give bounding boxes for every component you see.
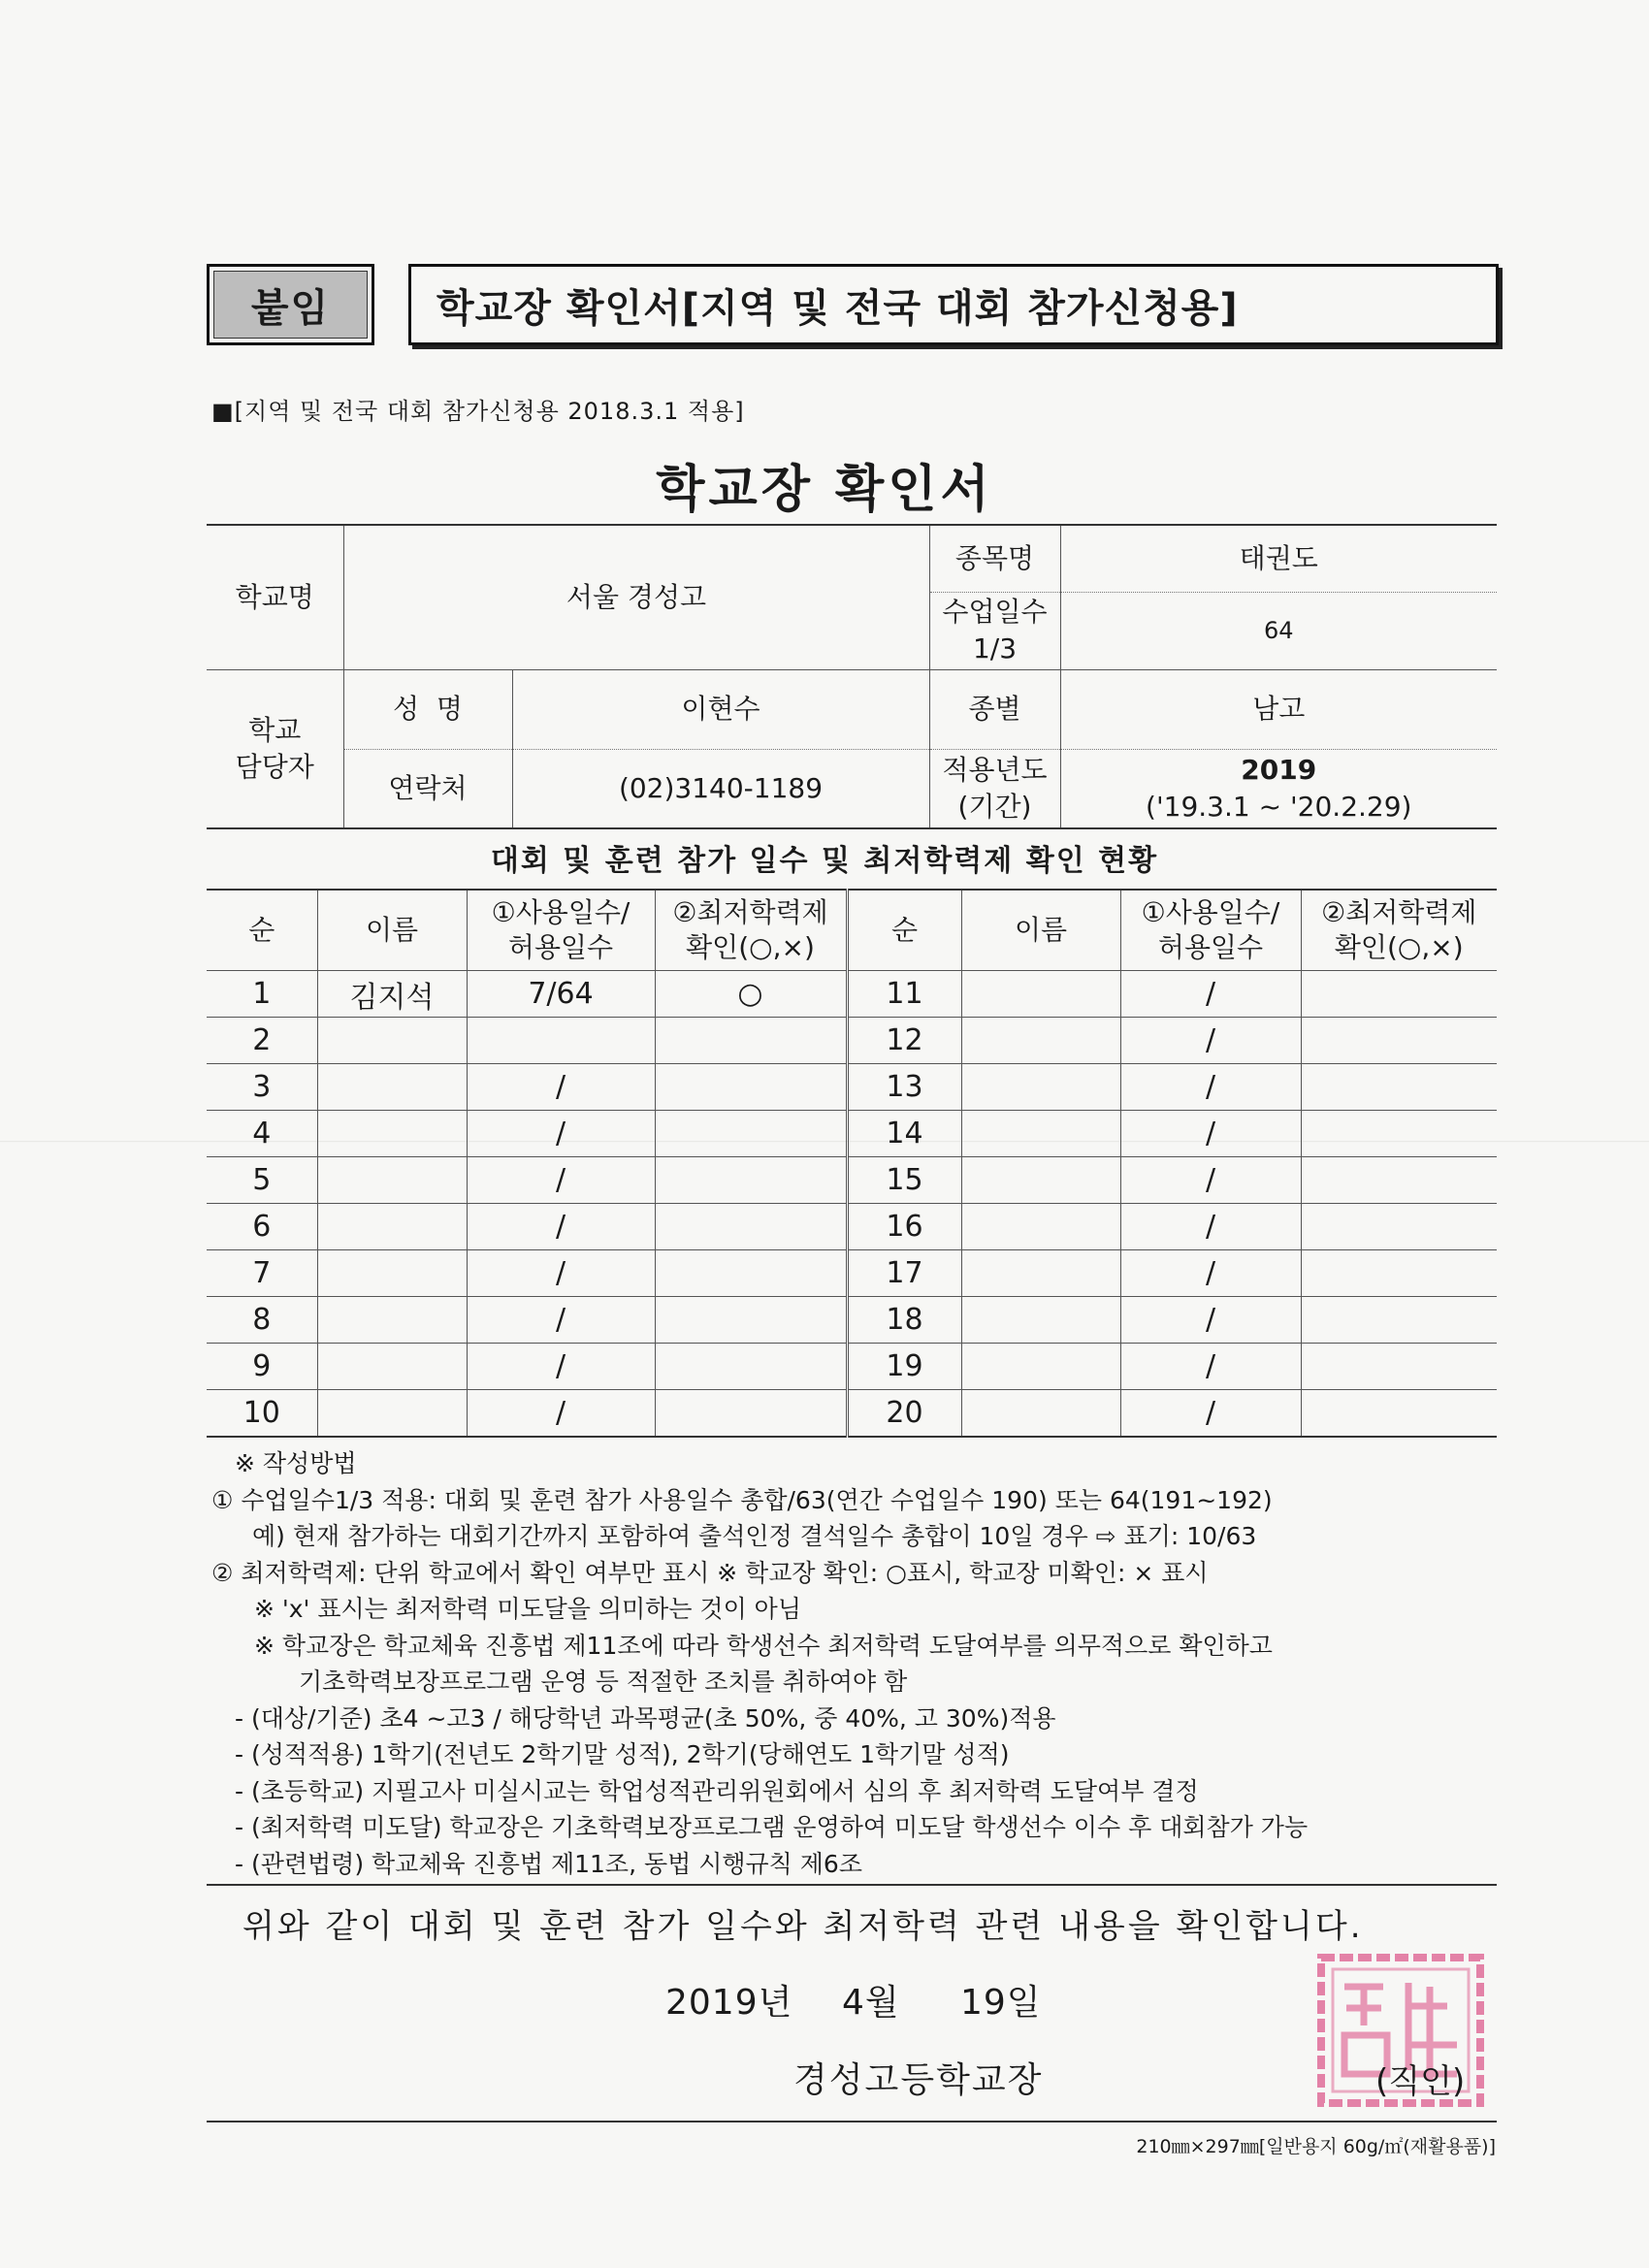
school-name-label: 학교명 [207,525,343,669]
paper-spec: 210㎜×297㎜[일반용지 60g/㎡(재활용품)] [1136,2136,1496,2157]
academic-check [1301,1157,1497,1204]
used-days: 7/64 [467,971,655,1018]
used-days: / [1120,1250,1301,1297]
section-title: 대회 및 훈련 참가 일수 및 최저학력제 확인 현황 [490,844,1159,878]
athlete-name [317,1390,467,1438]
used-days: / [1120,1204,1301,1250]
confirmation-statement: 위와 같이 대회 및 훈련 참가 일수와 최저학력 관련 내용을 확인합니다. [242,1907,1364,1946]
athlete-name [961,971,1120,1018]
date-month: 4월 [842,1983,900,2023]
row-number: 2 [207,1018,317,1064]
academic-check [655,1344,847,1390]
type-value: 남고 [1060,669,1497,749]
instructions-heading: ※ 작성방법 [235,1449,357,1477]
used-days: / [467,1064,655,1111]
academic-check [655,1157,847,1204]
academic-check [1301,1111,1497,1157]
separator [207,1884,1497,1886]
note-detail-law: - (관련법령) 학교체육 진흥법 제11조, 동법 시행규칙 제6조 [235,1849,862,1878]
used-days: / [1120,1344,1301,1390]
note-detail-target: - (대상/기준) 초4 ~고3 / 해당학년 과목평균(초 50%, 중 40%, 고 30%)적용 [235,1703,1056,1733]
note-min-academic-x: ※ 'x' 표시는 최저학력 미도달을 의미하는 것이 아님 [254,1595,801,1623]
used-days [467,1018,655,1064]
used-days: / [1120,971,1301,1018]
row-number: 12 [847,1018,961,1064]
athlete-name [961,1064,1120,1111]
athlete-name [317,1297,467,1344]
date-year: 2019년 [665,1983,793,2023]
used-days: / [1120,1157,1301,1204]
table-header-row [207,890,1497,971]
note-detail-grades: - (성적적용) 1학기(전년도 2학기말 성적), 2학기(당해연도 1학기말 성적) [235,1740,1010,1768]
row-number: 11 [847,971,961,1018]
class-days-label: 수업일수 1/3 [929,592,1060,669]
athlete-name [317,1250,467,1297]
academic-check [655,1204,847,1250]
note-detail-unmet: - (최저학력 미도달) 학교장은 기초학력보장프로그램 운영하여 미도달 학생선수 이수 후 대회참가 가능 [235,1813,1309,1841]
row-number: 18 [847,1297,961,1344]
row-number: 10 [207,1390,317,1438]
row-number: 15 [847,1157,961,1204]
athlete-name [961,1157,1120,1204]
table-row [207,971,1497,1018]
row-number: 14 [847,1111,961,1157]
header-name: 이름 [961,890,1120,971]
athlete-name [317,1157,467,1204]
row-number: 8 [207,1297,317,1344]
document-title: 학교장 확인서 [656,461,993,519]
note-detail-elementary: - (초등학교) 지필고사 미실시교는 학업성적관리위원회에서 심의 후 최저학력 도달여부 결정 [235,1776,1199,1805]
table-row [207,1064,1497,1111]
academic-check [1301,1204,1497,1250]
table-row [207,1297,1497,1344]
phone-label: 연락처 [343,749,512,828]
used-days: / [467,1157,655,1204]
academic-check [655,1111,847,1157]
name-label: 성 명 [343,669,512,749]
academic-check: ○ [655,971,847,1018]
athlete-name [961,1204,1120,1250]
used-days: / [467,1111,655,1157]
class-days-value: 64 [1060,592,1497,669]
academic-check [1301,1344,1497,1390]
school-name-value: 서울 경성고 [343,525,929,669]
applicability-note: ■[지역 및 전국 대회 참가신청용 2018.3.1 적용] [211,398,745,425]
athlete-name [961,1111,1120,1157]
row-number: 17 [847,1250,961,1297]
table-row [207,1250,1497,1297]
participation-table [207,889,1497,1438]
header-check: ②최저학력제 확인(○,×) [655,890,847,971]
row-number: 1 [207,971,317,1018]
academic-check [1301,971,1497,1018]
document-header-title: 학교장 확인서[지역 및 전국 대회 참가신청용] [408,264,1499,345]
academic-check [655,1250,847,1297]
row-number: 20 [847,1390,961,1438]
athlete-name [317,1344,467,1390]
academic-check [1301,1018,1497,1064]
note-min-academic-duty: ※ 학교장은 학교체육 진흥법 제11조에 따라 학생선수 최저학력 도달여부를 의무적으로 확인하고 [254,1631,1273,1660]
academic-check [655,1018,847,1064]
academic-check [1301,1250,1497,1297]
used-days: / [467,1250,655,1297]
attachment-tag: 붙임 [207,264,374,345]
used-days: / [1120,1390,1301,1438]
academic-check [655,1064,847,1111]
type-label: 종별 [929,669,1060,749]
athlete-name [317,1064,467,1111]
academic-check [1301,1297,1497,1344]
header-days: ①사용일수/ 허용일수 [1120,890,1301,971]
note-min-academic-duty-cont: 기초학력보장프로그램 운영 등 적절한 조치를 취하여야 함 [299,1668,908,1696]
row-number: 7 [207,1250,317,1297]
row-number: 13 [847,1064,961,1111]
used-days: / [1120,1018,1301,1064]
header-name: 이름 [317,890,467,971]
event-value: 태권도 [1060,525,1497,592]
header-no: 순 [847,890,961,971]
athlete-name [961,1344,1120,1390]
athlete-name [961,1297,1120,1344]
academic-check [1301,1390,1497,1438]
used-days: / [1120,1111,1301,1157]
athlete-name [317,1204,467,1250]
row-number: 4 [207,1111,317,1157]
athlete-name [961,1390,1120,1438]
row-number: 9 [207,1344,317,1390]
used-days: / [467,1344,655,1390]
table-row [207,1111,1497,1157]
year-value: 2019 ('19.3.1 ~ '20.2.29) [1060,749,1497,828]
bottom-separator [207,2121,1497,2122]
table-row [207,1204,1497,1250]
row-number: 16 [847,1204,961,1250]
seal-label: (직인) [1375,2062,1466,2101]
note-class-days: ① 수업일수1/3 적용: 대회 및 훈련 참가 사용일수 총합/63(연간 수업일수 190) 또는 64(191~192) [211,1485,1273,1514]
academic-check [1301,1064,1497,1111]
athlete-name [317,1111,467,1157]
note-class-days-example: 예) 현재 참가하는 대회기간까지 포함하여 출석인정 결석일수 총합이 10일 경우 ⇨ 표기: 10/63 [252,1522,1257,1550]
used-days: / [1120,1297,1301,1344]
row-number: 6 [207,1204,317,1250]
date-day: 19일 [960,1983,1042,2023]
athlete-name: 김지석 [317,971,467,1018]
athlete-name [317,1018,467,1064]
row-number: 5 [207,1157,317,1204]
used-days: / [467,1390,655,1438]
row-number: 19 [847,1344,961,1390]
note-min-academic: ② 최저학력제: 단위 학교에서 확인 여부만 표시 ※ 학교장 확인: ○표시, 학교장 미확인: × 표시 [211,1558,1209,1587]
contact-person-label: 학교 담당자 [207,669,343,828]
academic-check [655,1390,847,1438]
table-row [207,1018,1497,1064]
year-label: 적용년도 (기간) [929,749,1060,828]
table-row [207,1390,1497,1438]
instructions [211,1445,1511,1882]
header-check: ②최저학력제 확인(○,×) [1301,890,1497,971]
name-value: 이현수 [512,669,929,749]
school-info-table [207,524,1497,829]
table-row [207,1157,1497,1204]
event-label: 종목명 [929,525,1060,592]
header-days: ①사용일수/ 허용일수 [467,890,655,971]
athlete-name [961,1018,1120,1064]
academic-check [655,1297,847,1344]
used-days: / [1120,1064,1301,1111]
used-days: / [467,1297,655,1344]
athlete-name [961,1250,1120,1297]
phone-value: (02)3140-1189 [512,749,929,828]
table-row [207,1344,1497,1390]
used-days: / [467,1204,655,1250]
header-no: 순 [207,890,317,971]
row-number: 3 [207,1064,317,1111]
principal-title: 경성고등학교장 [793,2060,1044,2100]
